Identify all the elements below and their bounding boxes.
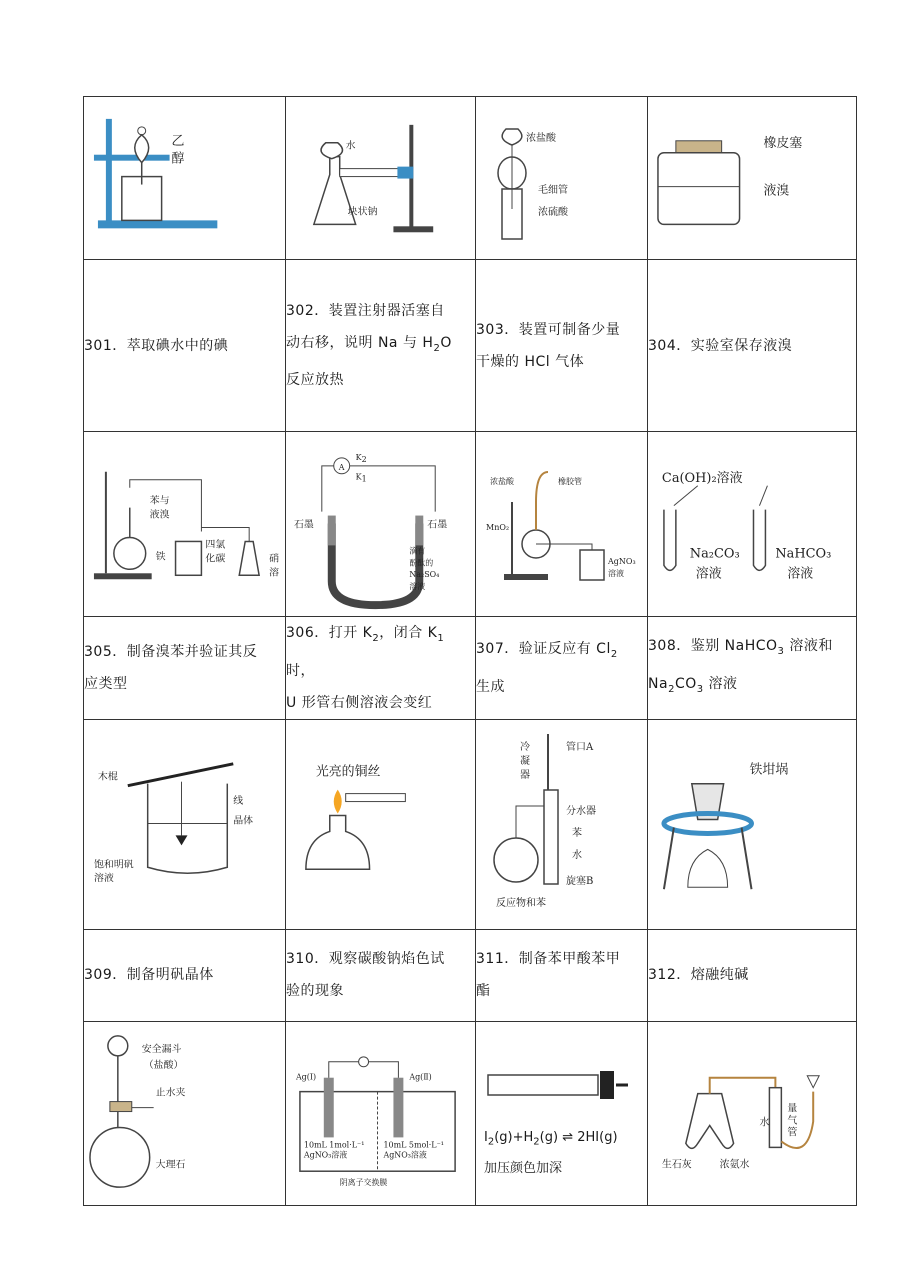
label-k1: K1 — [355, 473, 367, 485]
caption-302: 302．装置注射器活塞自 动右移，说明 Na 与 $H_2O$ 反应放热 — [286, 260, 476, 432]
figure-cell-307 — [476, 432, 648, 617]
caption-301: 301．萃取碘水中的碘 — [84, 260, 286, 432]
test-tubes-figure — [648, 432, 856, 615]
figure-cell-310 — [286, 719, 476, 929]
label-nitric-2: 溶 — [269, 567, 280, 579]
label-iron: 铁 — [155, 551, 166, 563]
label-nahco3: NaHCO₃ — [775, 546, 832, 562]
label-clamp: 止水夹 — [155, 1087, 186, 1099]
figure-cell-309 — [84, 719, 286, 929]
separatory-funnel-figure — [84, 97, 285, 258]
figure-cell-311 — [476, 719, 648, 929]
label-conc-hcl: 浓盐酸 — [526, 133, 556, 144]
label-port-a: 管口A — [566, 741, 594, 753]
label-ammeter: A — [338, 463, 345, 473]
label-solution-1: 溶液 — [695, 566, 722, 582]
label-safety-funnel: 安全漏斗 — [141, 1043, 182, 1055]
svg-text:管: 管 — [787, 1127, 798, 1139]
table-row — [84, 1021, 857, 1205]
label-water: 水 — [572, 849, 582, 861]
equation-note: 加压颜色加深 — [484, 1160, 563, 1176]
label-alum-1: 饱和明矾 — [93, 859, 134, 871]
figure-cell-315 — [476, 1021, 648, 1205]
label-separator: 分水器 — [566, 805, 596, 817]
label-thread: 线 — [233, 795, 244, 807]
figure-cell-308 — [648, 432, 857, 617]
label-mno2: MnO₂ — [486, 523, 510, 532]
caption-309: 309．制备明矾晶体 — [84, 929, 286, 1021]
caption-312: 312．熔融纯碱 — [648, 929, 857, 1021]
svg-text:酚酞的: 酚酞的 — [409, 558, 434, 568]
label-benzene: 苯 — [572, 827, 582, 839]
label-liquid-bromine: 液溴 — [763, 183, 790, 199]
table-row — [84, 617, 857, 720]
figure-cell-305 — [84, 432, 286, 617]
label-rubber-tube: 橡胶管 — [558, 477, 582, 486]
label-graphite-left: 石墨 — [293, 519, 314, 531]
figure-cell-312 — [648, 719, 857, 929]
dean-stark-figure — [476, 720, 647, 929]
caption-305: 305．制备溴苯并验证其反 应类型 — [84, 617, 286, 720]
label-marble: 大理石 — [155, 1159, 186, 1171]
label-benzene-2: 液溴 — [149, 510, 170, 522]
label-water: 水 — [759, 1117, 770, 1129]
svg-text:量: 量 — [787, 1103, 798, 1115]
label-benzene-1: 苯与 — [149, 496, 170, 508]
figure-cell-304 — [648, 97, 857, 260]
label-membrane: 阴离子交换膜 — [339, 1177, 388, 1187]
caption-308: 308．鉴别 NaHCO$_3$ 溶液和 $Na_2CO_3$ 溶液 — [648, 617, 857, 720]
chlorine-generator-figure — [476, 432, 647, 616]
label-ccl4-2: 化碳 — [205, 553, 226, 565]
figure-cell-306 — [286, 432, 476, 617]
label-ccl4-1: 四氯 — [205, 539, 226, 551]
label-ethanol-2: 醇 — [171, 152, 185, 168]
svg-text:凝: 凝 — [520, 755, 530, 767]
label-copper-wire: 光亮的铜丝 — [315, 765, 381, 781]
label-alum-2: 溶液 — [93, 873, 114, 885]
table-row — [84, 929, 857, 1021]
hcl-generator-figure — [476, 97, 647, 259]
syringe-flask-figure — [286, 97, 475, 258]
label-stopper: 橡皮塞 — [763, 136, 803, 152]
caption-306: 306．打开 $K_2$，闭合 $K_1$ 时， U 形管右侧溶液会变红 — [286, 617, 476, 720]
table-row — [84, 719, 857, 929]
table-row — [84, 97, 857, 260]
label-k2: K2 — [355, 453, 367, 465]
flame-test-figure — [286, 720, 475, 928]
figure-cell-316 — [648, 1021, 857, 1205]
caption-311: 311．制备苯甲酸苯甲 酯 — [476, 929, 648, 1021]
label-ethanol-1: 乙 — [171, 134, 185, 150]
syringe-figure — [476, 1045, 647, 1125]
caption-307: 307．验证反应有 $Cl_2$ 生成 — [476, 617, 648, 720]
svg-text:气: 气 — [787, 1115, 798, 1127]
label-solution-2: 溶液 — [787, 566, 814, 582]
label-hcl: （盐酸） — [143, 1059, 184, 1071]
label-conc-h2so4: 浓硫酸 — [538, 207, 568, 218]
svg-text:Ag(Ⅱ): Ag(Ⅱ) — [409, 1072, 432, 1082]
kipp-generator-figure — [84, 1022, 285, 1205]
bromine-bottle-figure — [648, 97, 856, 258]
label-stick: 木棍 — [97, 772, 118, 784]
label-sodium: 块状钠 — [347, 206, 378, 218]
svg-text:10mL 1mol·L⁻¹: 10mL 1mol·L⁻¹ — [303, 1140, 365, 1150]
label-conc-hcl: 浓盐酸 — [490, 477, 514, 486]
bromobenzene-figure — [84, 432, 285, 615]
label-quicklime: 生石灰 — [661, 1159, 692, 1171]
label-reactants: 反应物和苯 — [496, 897, 546, 909]
svg-text:AgNO₃溶液: AgNO₃溶液 — [383, 1150, 427, 1160]
experiment-table — [83, 96, 857, 1206]
label-graphite-right: 石墨 — [427, 519, 448, 531]
svg-text:AgNO₃溶液: AgNO₃溶液 — [303, 1150, 348, 1160]
figure-cell-301 — [84, 97, 286, 260]
equation: $I_2(g)+H_2(g)$ ⇌ 2HI(g) — [484, 1130, 618, 1148]
figure-cell-303 — [476, 97, 648, 260]
figure-cell-313 — [84, 1021, 286, 1205]
svg-text:冷: 冷 — [520, 741, 530, 753]
caption-303: 303．装置可制备少量 干燥的 HCl 气体 — [476, 260, 648, 432]
crucible-figure — [648, 720, 856, 928]
figure-cell-302 — [286, 97, 476, 260]
svg-text:溶液: 溶液 — [409, 582, 426, 592]
u-tube-electrolysis-figure — [286, 432, 475, 615]
ammonia-measurement-figure — [648, 1022, 856, 1205]
figure-cell-314 — [286, 1021, 476, 1205]
label-caoh2: Ca(OH)₂溶液 — [661, 471, 743, 487]
table-row — [84, 432, 857, 617]
caption-304: 304．实验室保存液溴 — [648, 260, 857, 432]
label-na2co3: Na₂CO₃ — [689, 546, 740, 562]
table-row — [84, 260, 857, 432]
label-crystal: 晶体 — [233, 815, 254, 827]
label-water: 水 — [345, 141, 356, 153]
label-nitric-1: 硝 — [269, 553, 280, 565]
label-iron-crucible: 铁坩埚 — [749, 763, 789, 779]
label-valve-b: 旋塞B — [566, 875, 594, 887]
svg-text:滴有: 滴有 — [409, 546, 426, 556]
svg-text:Na₂SO₄: Na₂SO₄ — [409, 570, 440, 580]
label-agno3-1: AgNO₃ — [608, 557, 636, 566]
svg-text:10mL 5mol·L⁻¹: 10mL 5mol·L⁻¹ — [383, 1140, 444, 1150]
alum-crystal-figure — [84, 720, 285, 928]
svg-text:器: 器 — [520, 769, 530, 781]
svg-text:Ag(Ⅰ): Ag(Ⅰ) — [295, 1072, 317, 1082]
concentration-cell-figure — [286, 1022, 475, 1205]
label-agno3-2: 溶液 — [608, 569, 624, 578]
label-ammonia: 浓氨水 — [719, 1159, 750, 1171]
caption-310: 310．观察碳酸钠焰色试 验的现象 — [286, 929, 476, 1021]
label-capillary: 毛细管 — [538, 185, 568, 196]
